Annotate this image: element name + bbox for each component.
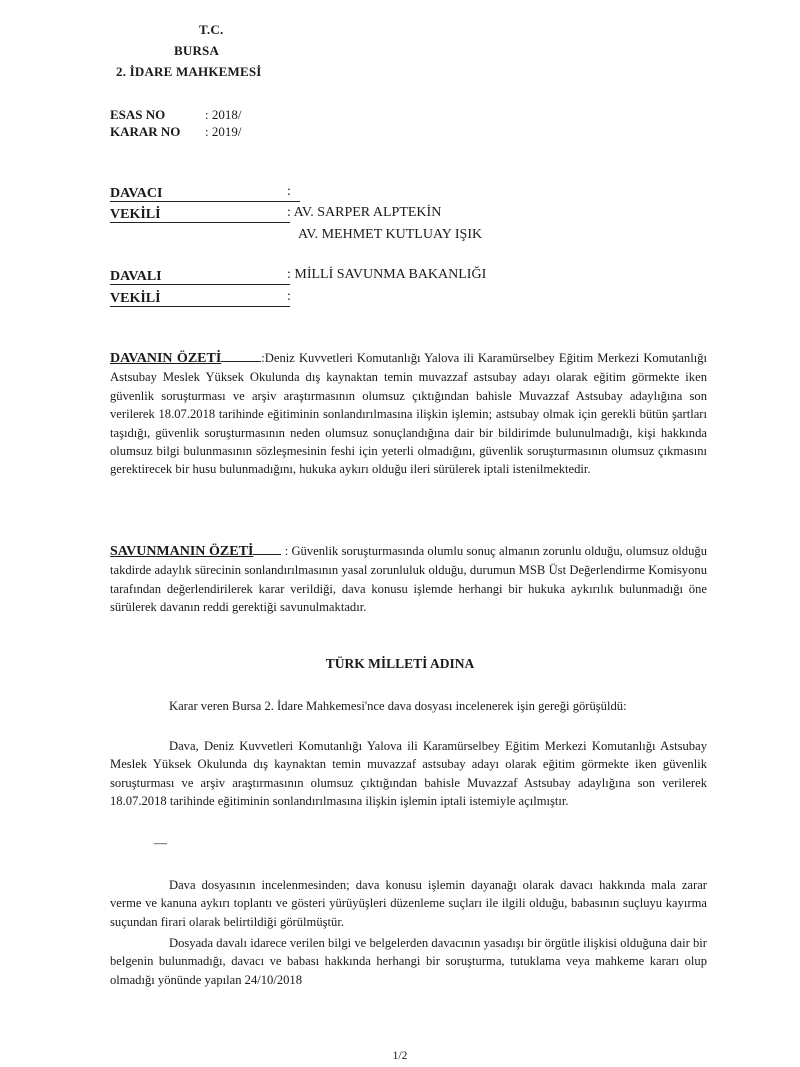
davali-vekili-label: VEKİLİ bbox=[110, 291, 161, 306]
verdict-title: TÜRK MİLLETİ ADINA bbox=[325, 656, 475, 671]
paragraph-4: Dosyada davalı idarece verilen bilgi ve belgelerden davacının yasadışı bir örgütle ilişkisi olduğuna dair bir belgenin bulunmadığı, davacı ve babası hakkında herhangi bir soruşturma, tutuklama veya mahkeme kararı olup olmadığı yönünde yapılan 24/10/2018 bbox=[110, 936, 707, 987]
davali-row bbox=[110, 267, 290, 285]
davaci-vekili-value-2: AV. MEHMET KUTLUAY IŞIK bbox=[298, 227, 483, 242]
esas-value: : 2018/ bbox=[205, 107, 242, 122]
davaci-vekili-label: VEKİLİ bbox=[110, 207, 161, 222]
paragraph-3: Dava dosyasının incelenmesinden; dava konusu işlemin dayanağı olarak davacı hakkında mala zarar verme ve kanuna aykırı toplantı ve gösteri yürüyüşleri düzenleme suçları ile ilgili olduğu, babasının suçluyu kayırma suçundan firari olarak belirtildiği görülmüştür. bbox=[110, 878, 707, 929]
karar-label: KARAR NO bbox=[110, 124, 181, 139]
davaci-vekili-row bbox=[110, 205, 290, 223]
page-number: 1/2 bbox=[392, 1050, 408, 1062]
case-summary-text: :Deniz Kuvvetleri Komutanlığı Yalova ili Karamürselbey Eğitim Merkezi Komutanlığı Astsubay Meslek Yüksek Okulunda dış kaynaktan temin muvazzaf astsubay adayı olarak eğitim görmekte iken güvenlik soruşturması ve arşiv araştırmasının olumsuz çıktığından bahisle Muvazzaf Astsubay adaylığına son verilerek 18.07.2018 tarihinde eğitiminin sonlandırılmasına ilişkin işlemin; astsubay olmak için gerekli bütün şartları taşıdığı, güvenlik soruşturmasının neden olumsuz sonuçlandığına dair bir bildirimde bulunulmadığı, kişi hakkında olumsuz bilgi bulunmasının sözleşmesinin feshi için yeterli olmadığını, güvenlik soruşturmasının olumsuz çıkmasını gerektirecek bir husu bulunmadığını, hukuka aykırı olduğu ileri sürülerek iptali istenilmektedir. bbox=[110, 351, 707, 477]
davali-label: DAVALI bbox=[110, 269, 162, 284]
separator-dash: — bbox=[154, 835, 167, 850]
paragraph-2: Dava, Deniz Kuvvetleri Komutanlığı Yalova ili Karamürselbey Eğitim Merkezi Komutanlığı Astsubay Meslek Yüksek Okulunda dış kaynaktan temin muvazzaf astsubay adayı olarak eğitim görmekte iken güvenlik soruşturması ve arşiv araştırmasının olumsuz çıktığından bahisle Muvazzaf Astsubay adaylığına son verilerek 18.07.2018 tarihinde eğitiminin sonlandırılmasına ilişkin işlemin iptali istemiyle açılmıştır. bbox=[110, 739, 707, 809]
davali-value: : MİLLİ SAVUNMA BAKANLIĞI bbox=[287, 267, 487, 282]
defense-summary bbox=[110, 542, 707, 617]
case-summary-heading: DAVANIN ÖZETİ bbox=[110, 351, 222, 366]
davaci-vekili-value-1: : AV. SARPER ALPTEKİN bbox=[287, 205, 442, 220]
defense-summary-text: : Güvenlik soruşturmasında olumlu sonuç almanın zorunlu olduğu, olumsuz olduğu takdirde adaylık sürecinin sonlandırılmasının yasal zorunluluk olduğu, durumun MSB Üst Değerlendirme Komisyonu tarafından değerlendirilerek karar verildiği, dava konusu işlemde herhangi bir hukuka aykırılık bulunmadığı öne sürülerek davanın reddi gerektiği savunulmaktadır. bbox=[110, 544, 707, 615]
paragraph-1: Karar veren Bursa 2. İdare Mahkemesi'nce dava dosyası incelenerek işin gereği görüşüldü: bbox=[169, 699, 627, 713]
court-city: BURSA bbox=[174, 43, 220, 58]
court-name: 2. İDARE MAHKEMESİ bbox=[116, 64, 262, 79]
defense-summary-heading: SAVUNMANIN ÖZETİ bbox=[110, 544, 254, 559]
davali-vekili-row bbox=[110, 289, 290, 307]
davaci-value: : bbox=[287, 184, 291, 199]
case-summary bbox=[110, 349, 707, 479]
karar-value: : 2019/ bbox=[205, 124, 242, 139]
court-country: T.C. bbox=[199, 22, 224, 37]
davaci-label: DAVACI bbox=[110, 186, 163, 201]
davali-vekili-value: : bbox=[287, 289, 291, 304]
davaci-row bbox=[110, 184, 300, 202]
esas-label: ESAS NO bbox=[110, 107, 166, 122]
